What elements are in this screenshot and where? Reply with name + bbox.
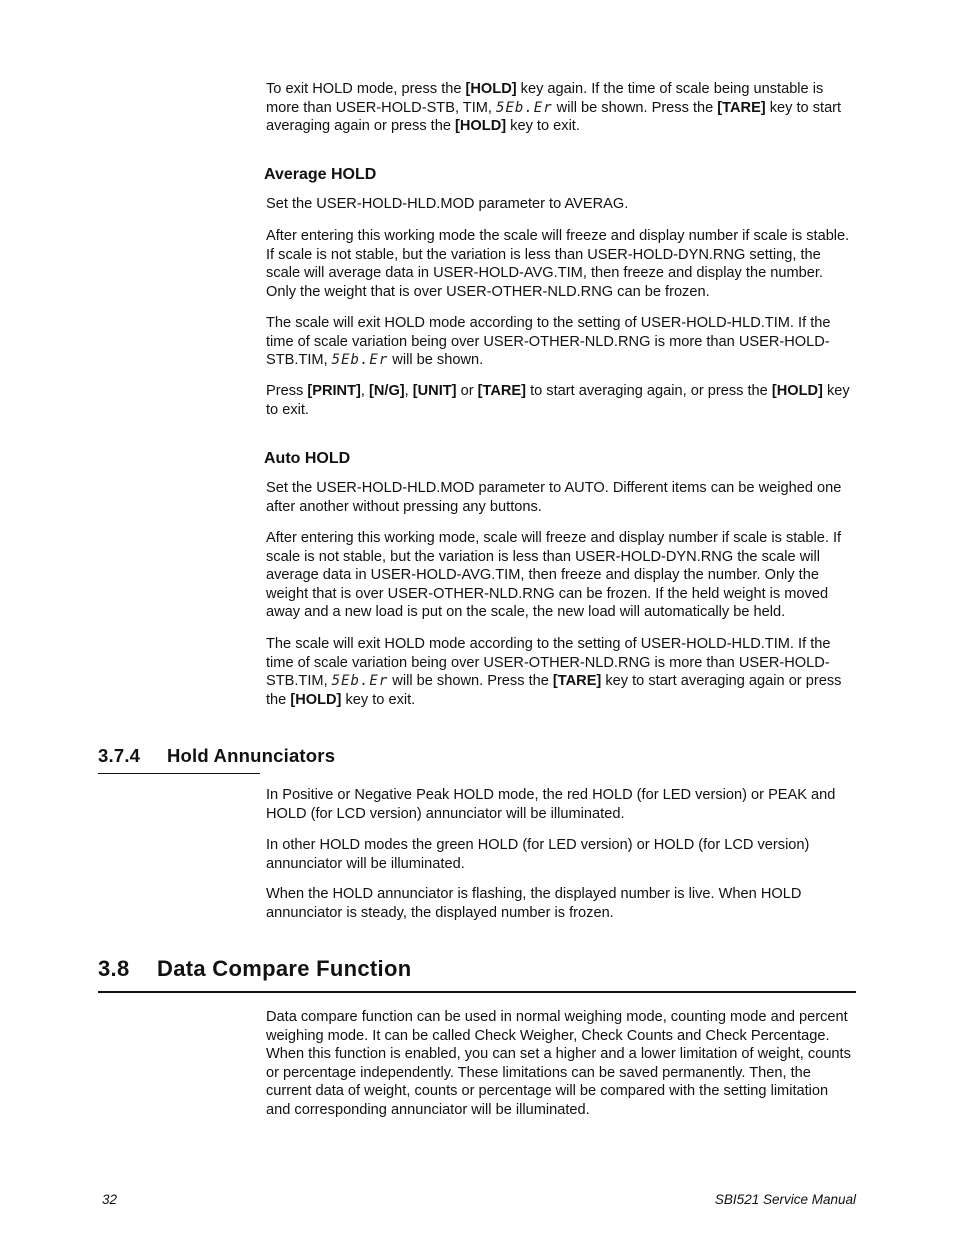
section-title: Data Compare Function [157, 956, 412, 981]
display-code: 5Eb.Er [496, 99, 553, 116]
tare-key-ref: [TARE] [552, 673, 602, 690]
average-hold-paragraph-3 [266, 314, 856, 370]
average-hold-paragraph-4 [266, 382, 856, 419]
auto-hold-heading: Auto HOLD [264, 450, 351, 467]
text: key to exit. [341, 691, 416, 708]
tare-key-ref: [TARE] [717, 99, 766, 116]
text: will be shown. [388, 352, 484, 369]
page-number: 32 [102, 1192, 118, 1207]
ng-key-ref: [N/G] [368, 383, 405, 399]
hold-key-ref: [HOLD] [290, 691, 342, 708]
section-divider [98, 773, 260, 774]
text: or [456, 383, 478, 399]
data-compare-paragraph: Data compare function can be used in normal weighing mode, counting mode and percent weighing mode. It can be called Check Weigher, Check Counts and Check Percentage. When this function is enabled, you can set a higher and a lower limitation of weight, counts or percentage independently. These limitations can be saved permanently. Then, the current data of weight, counts or percentage will be compared with the setting limitation and corresponding annunciator will be illuminated. [266, 1009, 851, 1118]
display-code: 5Eb.Er [331, 673, 389, 690]
hold-key-ref: [HOLD] [465, 81, 517, 97]
text: to start averaging again, or press the [526, 383, 772, 399]
text: The scale will exit HOLD mode according to the setting of USER-HOLD-HLD.TIM. If the time of scale variation being over USER-OTHER-NLD.RNG is more than USER-HOLD-STB.TIM, [266, 315, 831, 369]
section-3-7-4-heading [98, 745, 335, 767]
text: key to start averaging again or press the [266, 99, 842, 135]
text: will be shown. Press the [388, 673, 553, 690]
auto-hold-paragraph-3 [266, 635, 856, 709]
text: , [404, 383, 413, 399]
print-key-ref: [PRINT] [307, 383, 361, 399]
text: will be shown. Press the [552, 99, 718, 116]
text: key to exit. [506, 118, 580, 135]
annunciators-paragraph-2: In other HOLD modes the green HOLD (for LED version) or HOLD (for LCD version) annunciator will be illuminated. [266, 837, 810, 872]
hold-key-ref: [HOLD] [771, 383, 823, 399]
text: key to start averaging again or press the [266, 673, 842, 708]
text: The scale will exit HOLD mode according to the setting of USER-HOLD-HLD.TIM. If the time of scale variation being over USER-OTHER-NLD.RNG is more than USER-HOLD-STB.TIM, [266, 636, 831, 690]
average-hold-heading: Average HOLD [264, 166, 377, 183]
annunciators-paragraph-3: When the HOLD annunciator is flashing, the displayed number is live. When HOLD annunciator is steady, the displayed number is frozen. [266, 886, 802, 921]
section-3-8-heading [98, 956, 411, 982]
unit-key-ref: [UNIT] [412, 383, 457, 399]
annunciators-paragraph-1: In Positive or Negative Peak HOLD mode, the red HOLD (for LED version) or PEAK and HOLD (for LCD version) annunciator will be illuminated. [266, 787, 836, 822]
average-hold-paragraph-1: Set the USER-HOLD-HLD.MOD parameter to AVERAG. [266, 196, 629, 212]
text: key again. If the time of scale being unstable is more than USER-HOLD-STB, TIM, [266, 81, 824, 116]
tare-key-ref: [TARE] [477, 383, 527, 399]
section-divider [98, 991, 856, 993]
section-number: 3.8 [98, 956, 130, 981]
average-hold-paragraph-2: After entering this working mode the scale will freeze and display number if scale is stable. If scale is not stable, but the variation is less than USER-HOLD-DYN.RNG setting, the scale will average data in USER-HOLD-AVG.TIM, then freeze and display the number. Only the weight that is over USER-OTHER-NLD.RNG can be frozen. [266, 228, 850, 300]
auto-hold-paragraph-1: Set the USER-HOLD-HLD.MOD parameter to AUTO. Different items can be weighed one after another without pressing any buttons. [266, 480, 842, 515]
section-number: 3.7.4 [98, 745, 141, 766]
hold-key-ref: [HOLD] [455, 118, 507, 135]
text: Press [266, 383, 308, 399]
manual-title: SBI521 Service Manual [714, 1192, 856, 1207]
text: To exit HOLD mode, press the [266, 81, 466, 97]
auto-hold-paragraph-2: After entering this working mode, scale will freeze and display number if scale is stable. If scale is not stable, but the variation is less than USER-HOLD-DYN.RNG the scale will average data in USER-HOLD-AVG.TIM, then freeze and display the number. Only the weight that is over USER-OTHER-NLD.RNG can be frozen. If the held weight is moved away and a new load is put on the scale, the new load will automatically be held. [266, 530, 842, 621]
text: key to exit. [266, 383, 850, 418]
exit-hold-paragraph [266, 80, 856, 136]
section-title: Hold Annunciators [167, 745, 336, 766]
display-code: 5Eb.Er [331, 352, 389, 369]
text: , [360, 383, 369, 399]
